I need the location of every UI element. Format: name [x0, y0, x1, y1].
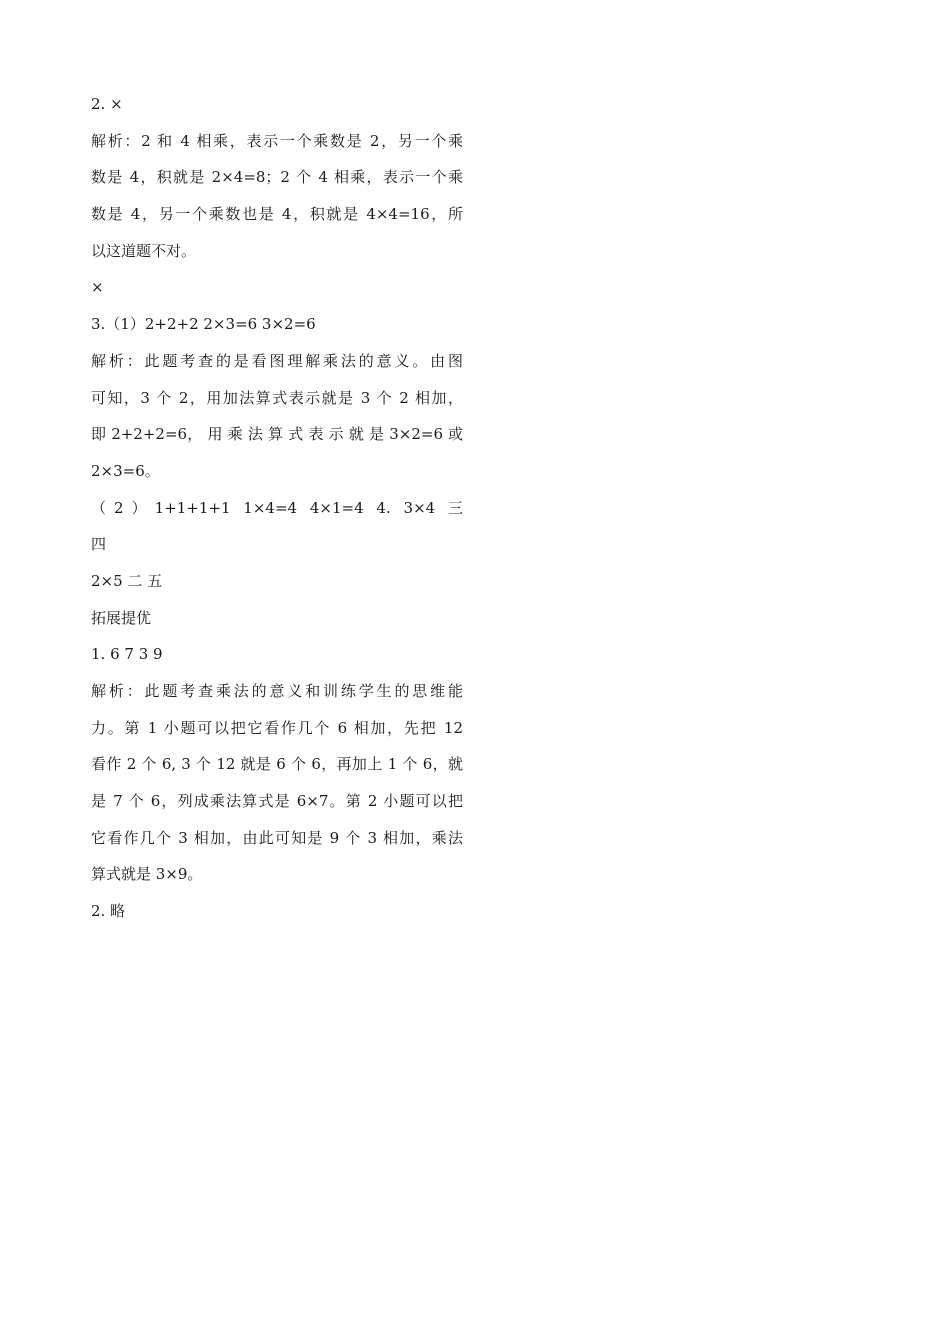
- extension-answer-2: 2. 略: [91, 902, 126, 921]
- answer-2-heading: 2. ×: [91, 95, 123, 113]
- answer-line: 四: [91, 535, 107, 554]
- explanation-line: 算式就是 3×9。: [91, 865, 203, 884]
- explanation-line: 解析：2 和 4 相乘，表示一个乘数是 2，另一个乘: [91, 131, 463, 150]
- explanation-line: 解析：此题考查的是看图理解乘法的意义。由图: [91, 351, 463, 370]
- explanation-line: 数是 4，积就是 2×4=8；2 个 4 相乘，表示一个乘: [91, 168, 463, 187]
- explanation-line: 可知，3 个 2，用加法算式表示就是 3 个 2 相加，: [91, 388, 463, 407]
- answer-text-block: [91, 86, 463, 930]
- answer-3-heading: 3.（1）2+2+2 2×3=6 3×2=6: [91, 315, 316, 334]
- explanation-line: 看作 2 个 6, 3 个 12 就是 6 个 6，再加上 1 个 6，就: [91, 755, 463, 774]
- extension-answer-1: 1. 6 7 3 9: [91, 645, 163, 664]
- answer-line: 2×5 二 五: [91, 571, 163, 590]
- explanation-line: 解析：此题考查乘法的意义和训练学生的思维能: [91, 682, 463, 700]
- explanation-line: 力。第 1 小题可以把它看作几个 6 相加，先把 12: [91, 718, 463, 737]
- explanation-line: 它看作几个 3 相加，由此可知是 9 个 3 相加，乘法: [91, 828, 463, 847]
- explanation-line: 即 2+2+2=6， 用 乘 法 算 式 表 示 就 是 3×2=6 或: [91, 425, 463, 444]
- explanation-line: 数是 4，另一个乘数也是 4，积就是 4×4=16，所: [91, 205, 463, 224]
- explanation-line: 2×3=6。: [91, 461, 160, 480]
- answer-3-part-2: （2）1+1+1+1 1×4=4 4×1=4 4. 3×4 三: [91, 498, 463, 517]
- answer-mark: ×: [91, 278, 104, 297]
- section-heading: 拓展提优: [91, 608, 152, 627]
- explanation-line: 是 7 个 6，列成乘法算式是 6×7。第 2 小题可以把: [91, 792, 463, 811]
- explanation-line: 以这道题不对。: [91, 241, 197, 260]
